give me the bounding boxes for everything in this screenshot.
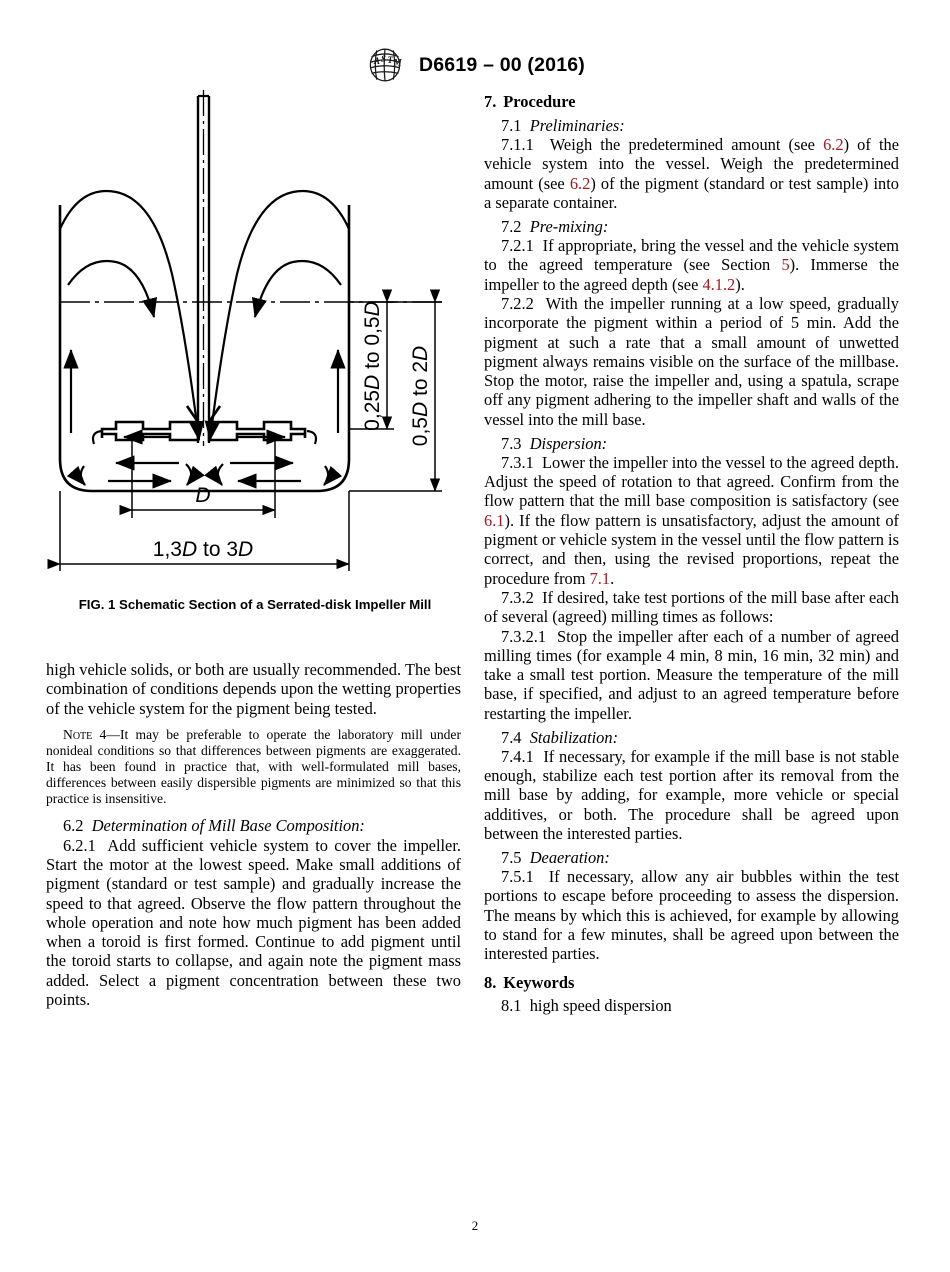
subsection-heading-7-3 [484, 434, 899, 453]
paragraph-7-1-1 [484, 135, 899, 212]
subsection-title: Deaeration: [529, 847, 610, 867]
subsection-number: 6.2 [63, 816, 84, 836]
paragraph-6-2-1 [46, 836, 461, 1010]
subsection-title: Stabilization: [529, 727, 619, 747]
paragraph-7-2-1 [484, 236, 899, 294]
section-title: Keywords [503, 972, 575, 992]
paragraph-continued: high vehicle solids, or both are usually recommended. The best combination of conditions depends upon the wetting properties of the vehicle system for the pigment being tested. [46, 660, 461, 718]
text-part-1: If appropriate, bring the vessel and the vehicle system to the agreed temperature (see Section [484, 236, 899, 275]
svg-text:S: S [381, 54, 387, 65]
figure-schematic-section [46, 88, 464, 588]
note-dash: — [106, 726, 120, 742]
section-heading-8 [484, 973, 899, 992]
paragraph-number: 7.2.1 [501, 236, 534, 256]
paragraph-number: 7.3.1 [501, 452, 534, 472]
cross-reference-link[interactable]: 6.1 [484, 510, 505, 530]
text-part-2: ). If the flow pattern is unsatisfactory, adjust the amount of pigment or vehicle system in the vessel until the flow pattern is correct, and then, using the revised proportions, repeat the procedure from [484, 510, 899, 588]
note-number: 4 [99, 726, 107, 742]
section-number: 8. [484, 972, 497, 992]
subsection-title: Preliminaries: [529, 115, 625, 135]
text-part-3: ). [735, 274, 745, 294]
paragraph-7-3-2-1 [484, 627, 899, 723]
standard-designation: D6619 – 00 (2016) [418, 53, 586, 76]
paragraph-number: 7.2.2 [501, 293, 534, 313]
paragraph-8-1 [484, 996, 899, 1015]
dimension-label-clearance: 0,25D to 0,5D [361, 301, 384, 431]
text-part-3: ) of the pigment (standard or test sample) into a separate container. [484, 173, 899, 212]
subsection-number: 7.4 [501, 727, 522, 747]
left-column [46, 660, 461, 1009]
text-part-2: ). Immerse the impeller to the agreed depth (see [484, 255, 899, 294]
figure-caption: FIG. 1 Schematic Section of a Serrated-disk Impeller Mill [78, 597, 432, 612]
subsection-number: 7.1 [501, 115, 522, 135]
cross-reference-link[interactable]: 6.2 [823, 135, 844, 155]
subsection-heading-7-5 [484, 848, 899, 867]
paragraph-number: 7.3.2.1 [501, 626, 547, 646]
right-column [484, 92, 899, 1016]
text-part-2: ) of the vehicle system into the vessel. Weigh the predetermined amount (see [484, 135, 899, 193]
paragraph-text: Add sufficient vehicle system to cover the impeller. Start the motor at the lowest speed. Make small additions of pigment (standard or test sample) and gradually increase the speed to that agreed. Observe the flow pattern throughout the whole operation and note how much pigment has been added when a toroid is first formed. Continue to add pigment until the toroid starts to collapse, and again note the pigment mass added. Select a pigment concentration between these two points. [46, 835, 461, 1010]
paragraph-text: If necessary, allow any air bubbles within the test portions to escape before proceeding to assess the dispersion. The means by which this is achieved, for example by allowing to stand for a few minutes, shall be agreed upon between the interested parties. [484, 867, 899, 964]
cross-reference-link[interactable]: 5 [781, 255, 790, 275]
section-heading-7 [484, 92, 899, 111]
paragraph-number: 7.5.1 [501, 867, 534, 887]
flow-pattern-arrows [60, 191, 349, 485]
paragraph-text: high speed dispersion [529, 996, 672, 1016]
dimension-label-disk-diameter: D [195, 484, 211, 507]
cross-reference-link[interactable]: 6.2 [569, 173, 591, 193]
text-part-3: . [610, 568, 615, 588]
svg-text:T: T [387, 55, 393, 66]
paragraph-number: 6.2.1 [63, 835, 96, 855]
cross-reference-link[interactable]: 7.1 [589, 568, 611, 588]
subsection-title: Pre-mixing: [529, 216, 609, 236]
dimension-label-fill-depth: 0,5D to 2D [409, 345, 432, 447]
page-number: 2 [471, 1218, 479, 1233]
section-number: 7. [484, 92, 497, 111]
paragraph-text: If necessary, for example if the mill base is not stable enough, stabilize each test portion after its removal from the mill base by adding, for example, more vehicle or special additives, or both. The procedure shall be agreed upon between the interested parties. [484, 746, 899, 843]
paragraph-text: If desired, take test portions of the mill base after each of several (agreed) milling times as follows: [484, 587, 899, 627]
note-4 [46, 727, 461, 807]
page-header [0, 48, 950, 82]
subsection-title: Dispersion: [529, 433, 608, 453]
impeller-mill-diagram [46, 88, 464, 588]
cross-reference-link[interactable]: 4.1.2 [702, 274, 736, 294]
paragraph-number: 7.4.1 [501, 746, 534, 766]
subsection-title: Determination of Mill Base Composition: [91, 816, 365, 836]
paragraph-number: 8.1 [501, 996, 522, 1016]
subsection-number: 7.5 [501, 847, 522, 867]
astm-logo-icon [365, 48, 405, 82]
paragraph-number: 7.1.1 [501, 135, 534, 155]
subsection-heading-7-2 [484, 217, 899, 236]
paragraph-text: With the impeller running at a low speed, gradually incorporate the pigment within a period of 5 min. Add the pigment at such a rate that a small amount of unwetted pigment always remains visible on the surface of the millbase. Stop the motor, raise the impeller and, using a spatula, scrape off any pigment adhering to the impeller shaft and walls of the vessel into the mill base. [484, 293, 899, 429]
note-label: Note [63, 726, 93, 742]
text-part-1: Lower the impeller into the vessel to the agreed depth. Adjust the speed of rotation to that agreed. Confirm from the flow pattern that the mill base composition is satisfactory (see [484, 452, 899, 511]
subsection-heading-7-1 [484, 116, 899, 135]
paragraph-7-5-1 [484, 867, 899, 963]
paragraph-7-4-1 [484, 747, 899, 843]
section-title: Procedure [503, 92, 576, 111]
paragraph-number: 7.3.2 [501, 587, 534, 607]
dimension-label-vessel-diameter: 1,3D to 3D [152, 538, 254, 561]
subsection-number: 7.3 [501, 433, 522, 453]
vessel [60, 205, 349, 491]
paragraph-7-2-2 [484, 294, 899, 429]
svg-text:M: M [393, 57, 402, 68]
impeller-shaft [198, 90, 209, 446]
paragraph-7-3-2 [484, 588, 899, 627]
note-text: It may be preferable to operate the laboratory mill under nonideal conditions so that differences between pigments are exaggerated. It has been found in practice that, with well-formulated mill bases, differences between easily dispersible pigments are minimized so that this practice is insensitive. [46, 726, 461, 807]
paragraph-text: Stop the impeller after each of a number of agreed milling times (for example 4 min, 8 min, 16 min, 32 min) and take a small test portion. Measure the temperature of the mill base, if specified, and adjust to an agreed temperature before restarting the impeller. [484, 626, 899, 723]
paragraph-7-3-1 [484, 453, 899, 588]
svg-text:A: A [373, 55, 380, 66]
subsection-heading-7-4 [484, 728, 899, 747]
text-part-1: Weigh the predetermined amount (see [549, 135, 824, 155]
subsection-number: 7.2 [501, 216, 522, 236]
subsection-heading-6-2 [46, 816, 461, 835]
